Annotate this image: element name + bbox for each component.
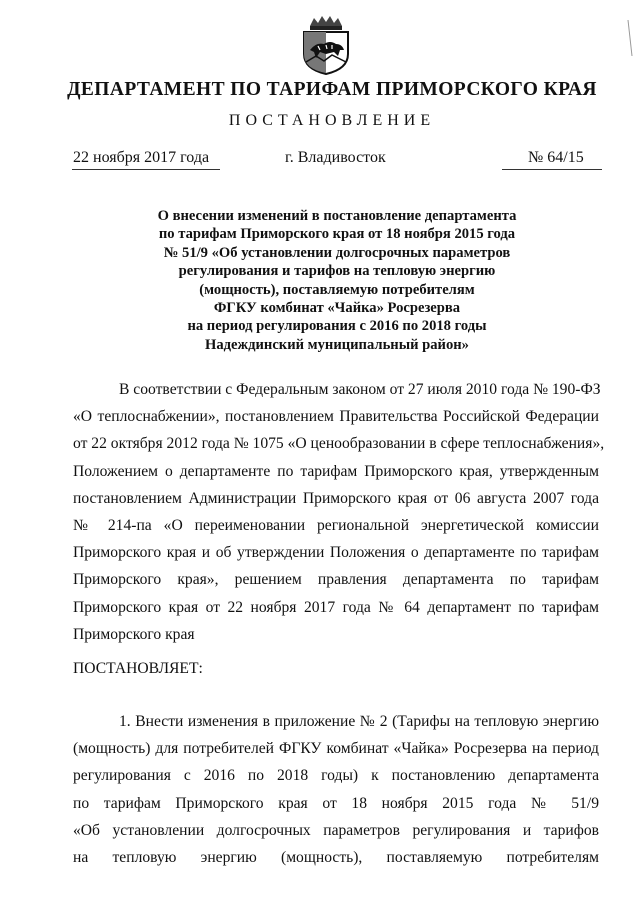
paragraph-line: № 214-па «О переименовании региональной энергетической комиссии [73,516,599,534]
resolves-heading: ПОСТАНОВЛЯЕТ: [73,660,203,677]
title-line: Надеждинский муниципальный район» [205,336,469,353]
paragraph-line: В соответствии с Федеральным законом от 27 июля 2010 года № 190-ФЗ [119,381,601,398]
paragraph-line: Приморского края», решением правления департамента по тарифам [73,571,599,589]
paragraph-line: регулирования с 2016 по 2018 годы) к постановлению департамента [73,767,599,785]
number-underline [502,169,602,170]
paragraph-line: Приморского края [73,625,195,643]
paragraph-line: (мощность) для потребителей ФГКУ комбинат «Чайка» Росрезерва на период [73,740,599,758]
paragraph-line: Приморского края и об утверждении Положения о департаменте по тарифам [73,544,599,562]
document-number: № 64/15 [528,149,584,166]
paragraph-line: «Об установлении долгосрочных параметров регулирования и тарифов [73,821,599,839]
document-date: 22 ноября 2017 года [73,149,210,166]
title-line: № 51/9 «Об установлении долгосрочных параметров [163,244,511,261]
paragraph-line: Положением о департаменте по тарифам Приморского края, утвержденным [73,462,599,480]
document-type: ПОСТАНОВЛЕНИЕ [228,112,436,129]
document-city: г. Владивосток [285,149,386,166]
title-line: (мощность), поставляемую потребителям [199,281,475,298]
title-line: на период регулирования с 2016 по 2018 годы [187,318,487,335]
paragraph-line: «О теплоснабжении», постановлением Правительства Российской Федерации [73,408,599,426]
coat-of-arms-icon [296,14,356,76]
preamble-paragraph [73,376,605,648]
title-line: по тарифам Приморского края от 18 ноября 2015 года [158,226,516,243]
title-line: О внесении изменений в постановление департамента [157,208,517,224]
title-line: ФГКУ комбинат «Чайка» Росрезерва [213,300,461,317]
paragraph-line: от 22 октября 2012 года № 1075 «О ценообразовании в сфере теплоснабжения», [73,435,605,453]
organization-name: ДЕПАРТАМЕНТ ПО ТАРИФАМ ПРИМОРСКОГО КРАЯ [67,79,597,100]
document-title [100,207,574,354]
paragraph-line: 1. Внести изменения в приложение № 2 (Тарифы на тепловую энергию [119,713,599,730]
date-underline [72,169,220,170]
paragraph-line: на тепловую энергию (мощность), поставляемую потребителям [73,848,599,866]
paragraph-line: постановлением Администрации Приморского края от 06 августа 2007 года [73,489,599,507]
title-line: регулирования и тарифов на тепловую энергию [178,263,496,280]
clause-1-paragraph [73,708,599,871]
paragraph-line: по тарифам Приморского края от 18 ноября 2015 года № 51/9 [73,794,599,812]
paragraph-line: Приморского края от 22 ноября 2017 года № 64 департамент по тарифам [73,598,599,616]
scan-margin-mark [626,18,634,58]
